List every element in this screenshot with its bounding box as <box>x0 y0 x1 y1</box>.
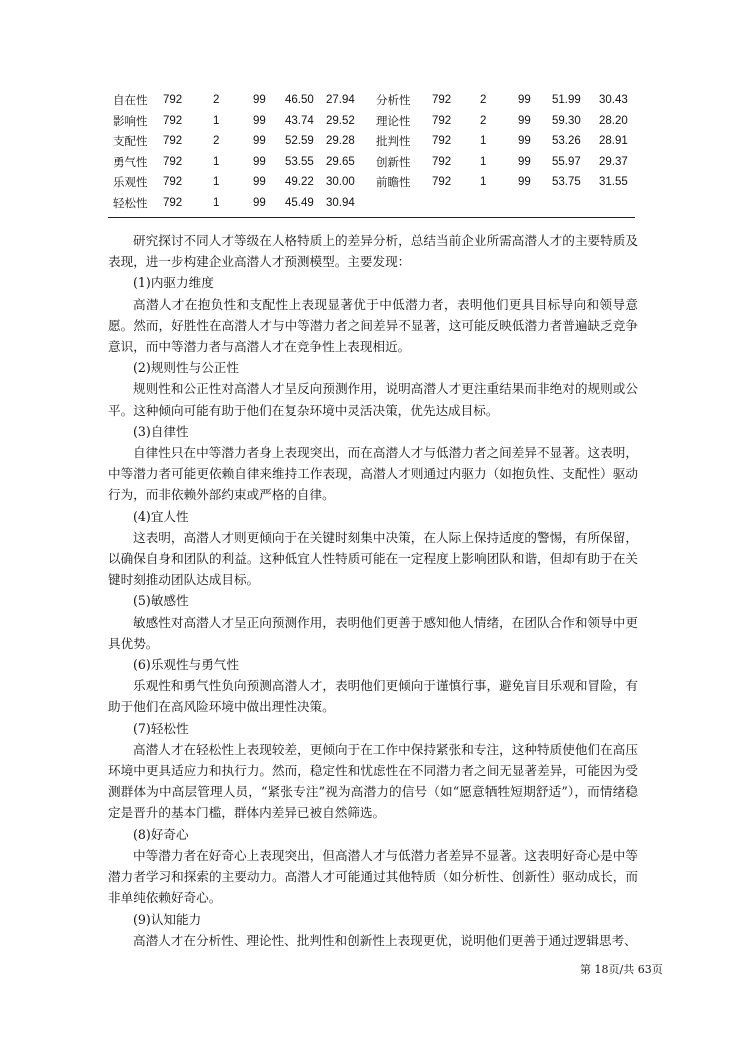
table-cell: 99 <box>253 155 266 168</box>
table-cell: 2 <box>480 94 487 106</box>
table-cell: 30.94 <box>326 196 355 209</box>
section-paragraph: 敏感性对高潜人才呈正向预测作用，表明他们更善于感知他人情绪，在团队合作和领导中更具优势。 <box>108 614 638 651</box>
table-cell: 2 <box>480 114 487 127</box>
table-cell: 792 <box>163 94 183 106</box>
table-cell: 792 <box>163 155 183 168</box>
table-cell: 792 <box>163 196 183 209</box>
table-cell: 53.26 <box>552 135 581 147</box>
table-cell: 43.74 <box>285 114 314 127</box>
table-cell: 28.20 <box>599 114 628 127</box>
section-heading: (8)好奇心 <box>133 826 189 842</box>
section-paragraph: 自律性只在中等潜力者身上表现突出，而在高潜人才与低潜力者之间差异不显著。这表明，中等潜力者可能更依赖自律来维持工作表现，高潜人才则通过内驱力（如抱负性、支配性）驱动行为，而非依赖外部约束或严格的自律。 <box>108 445 638 503</box>
table-cell: 前瞻性 <box>376 175 411 189</box>
table-cell: 1 <box>213 114 220 127</box>
statistics-table <box>108 90 635 213</box>
table-cell: 99 <box>518 94 531 106</box>
findings-list <box>108 272 638 951</box>
table-cell: 792 <box>432 94 452 106</box>
table-cell: 51.99 <box>552 94 581 106</box>
section-paragraph: 乐观性和勇气性负向预测高潜人才，表明他们更倾向于谨慎行事，避免盲目乐观和冒险，有助于他们在高风险环境中做出理性决策。 <box>108 678 638 715</box>
table-cell: 乐观性 <box>113 175 148 189</box>
table-cell: 99 <box>253 196 266 209</box>
table-cell: 792 <box>163 135 183 147</box>
table-cell: 1 <box>480 155 487 168</box>
table-cell: 28.91 <box>599 135 628 147</box>
section-paragraph: 中等潜力者在好奇心上表现突出，但高潜人才与低潜力者差异不显著。这表明好奇心是中等潜力者学习和探索的主要动力。高潜人才可能通过其他特质（如分析性、创新性）驱动成长，而非单纯依赖好奇心。 <box>108 847 638 906</box>
table-row <box>108 193 635 214</box>
table-cell: 792 <box>163 176 183 188</box>
table-cell: 29.65 <box>326 155 355 168</box>
section-heading: (2)规则性与公正性 <box>133 360 239 376</box>
table-cell: 理论性 <box>376 113 411 128</box>
section-heading: (5)敏感性 <box>133 593 189 609</box>
table-cell: 29.37 <box>599 155 628 168</box>
table-row <box>108 131 635 152</box>
table-cell: 792 <box>432 176 452 188</box>
table-cell: 1 <box>213 155 220 168</box>
section-paragraph: 高潜人才在分析性、理论性、批判性和创新性上表现更优，说明他们更善于通过逻辑思考、 <box>133 932 637 948</box>
table-cell: 31.55 <box>599 176 628 188</box>
table-cell: 792 <box>432 155 452 168</box>
section-paragraph: 规则性和公正性对高潜人才呈反向预测作用，说明高潜人才更注重结果而非绝对的规则或公平。这种倾向可能有助于他们在复杂环境中灵活决策，优先达成目标。 <box>108 381 638 418</box>
section-heading: (7)轻松性 <box>133 720 189 736</box>
table-cell: 30.00 <box>326 176 355 188</box>
section-heading: (4)宜人性 <box>133 508 189 524</box>
section-heading: (6)乐观性与勇气性 <box>133 657 239 673</box>
section-paragraph: 这表明，高潜人才则更倾向于在关键时刻集中决策，在人际上保持适度的警惕，有所保留，以确保自身和团队的利益。这种低宜人性特质可能在一定程度上影响团队和谐，但却有助于在关键时刻推动团队达成目标。 <box>108 529 638 588</box>
table-cell: 99 <box>518 176 531 188</box>
table-cell: 99 <box>253 176 266 188</box>
table-cell: 52.59 <box>285 135 314 147</box>
table-row <box>108 90 635 111</box>
intro-paragraph: 研究探讨不同人才等级在人格特质上的差异分析，总结当前企业所需高潜人才的主要特质及表现，进一步构建企业高潜人才预测模型。主要发现： <box>108 233 638 270</box>
table-cell: 29.52 <box>326 114 355 127</box>
body-text <box>108 230 638 951</box>
table-cell: 792 <box>432 135 452 147</box>
table-cell: 批判性 <box>376 134 411 148</box>
table-cell: 30.43 <box>599 94 628 106</box>
table-cell: 49.22 <box>285 176 314 188</box>
table-cell: 2 <box>213 135 220 147</box>
section-paragraph: 高潜人才在轻松性上表现较差，更倾向于在工作中保持紧张和专注，这种特质使他们在高压环境中更具适应力和执行力。然而，稳定性和忧虑性在不同潜力者之间无显著差异，可能因为受测群体为中高层管理人员，“紧张专注”视为高潜力的信号（如“愿意牺牲短期舒适”），而情绪稳定是晋升的基本门槛，群体内差异已被自然筛选。 <box>108 741 638 821</box>
table-cell: 勇气性 <box>113 154 148 169</box>
table-row <box>108 111 635 132</box>
table-cell: 2 <box>213 94 220 106</box>
table-cell: 99 <box>518 114 531 127</box>
section-heading: (1)内驱力维度 <box>133 275 214 291</box>
table-cell: 792 <box>432 114 452 127</box>
table-cell: 55.97 <box>552 155 581 168</box>
table-cell: 792 <box>163 114 183 127</box>
table-cell: 45.49 <box>285 196 314 209</box>
table-cell: 分析性 <box>376 93 411 107</box>
table-cell: 支配性 <box>113 134 148 148</box>
table-cell: 53.75 <box>552 176 581 188</box>
table-cell: 27.94 <box>326 94 355 106</box>
table-cell: 1 <box>213 196 220 209</box>
table-cell: 29.28 <box>326 135 355 147</box>
section-heading: (9)认知能力 <box>133 911 202 927</box>
table-cell: 99 <box>253 94 266 106</box>
table-cell: 自在性 <box>113 93 148 107</box>
page-footer: 第 18页/共 63页 <box>580 963 663 976</box>
table-cell: 1 <box>480 135 487 147</box>
section-heading: (3)自律性 <box>133 423 189 439</box>
table-cell: 99 <box>518 155 531 168</box>
table-cell: 轻松性 <box>113 195 148 210</box>
table-cell: 99 <box>518 135 531 147</box>
table-row <box>108 152 635 173</box>
table-cell: 99 <box>253 114 266 127</box>
table-cell: 46.50 <box>285 94 314 106</box>
table-cell: 创新性 <box>376 154 411 169</box>
table-cell: 影响性 <box>113 113 148 128</box>
table-cell: 1 <box>480 176 487 188</box>
table-cell: 99 <box>253 135 266 147</box>
table-cell: 53.55 <box>285 155 314 168</box>
table-row <box>108 172 635 193</box>
table-cell: 59.30 <box>552 114 581 127</box>
table-cell: 1 <box>213 176 220 188</box>
section-paragraph: 高潜人才在抱负性和支配性上表现显著优于中低潜力者，表明他们更具目标导向和领导意愿。然而，好胜性在高潜人才与中等潜力者之间差异不显著，这可能反映低潜力者普遍缺乏竞争意识，而中等潜力者与高潜人才在竞争性上表现相近。 <box>108 296 638 355</box>
table-bottom-rule <box>108 217 635 218</box>
